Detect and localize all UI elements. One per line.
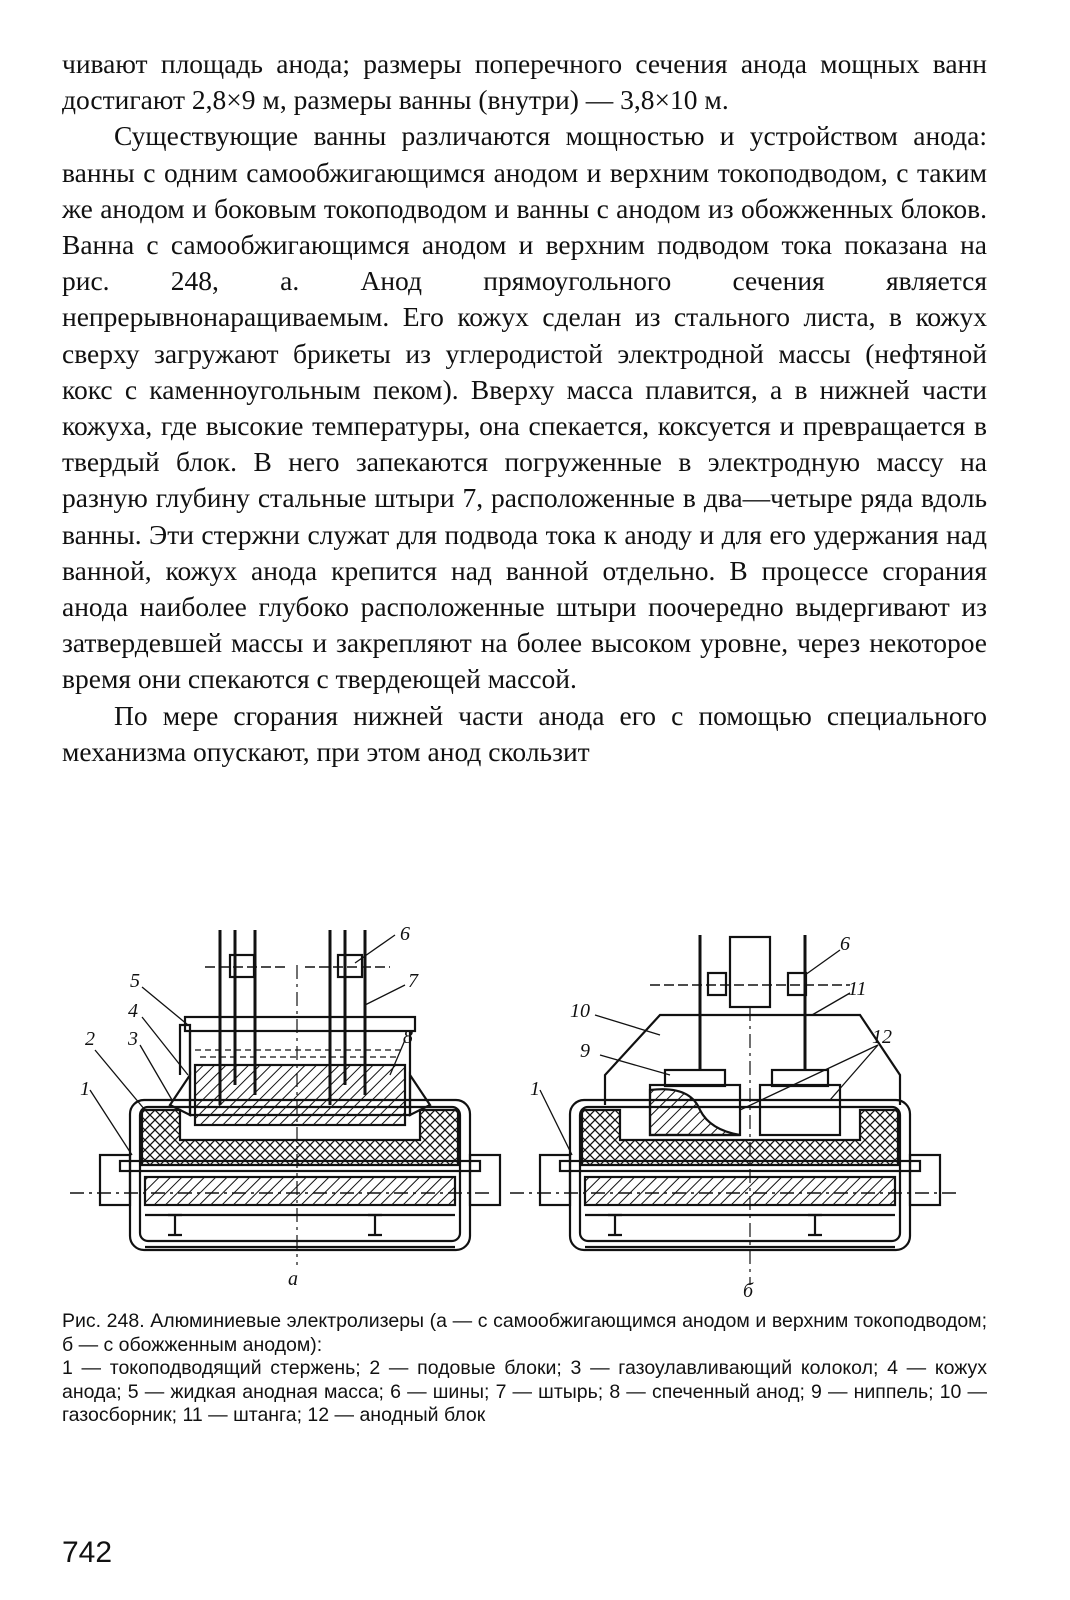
figure-248 [60,925,1010,1305]
label-a-4: 4 [128,1000,138,1022]
label-a-5: 5 [130,970,140,992]
paragraph-2: Существующие ванны различаются мощностью и устройством анода: ванны с одним самообжигающимся анодом и верхним токоподводом, с таким же анодом и боковым токоподводом и ванны с анодом из обожженных блоков. Ванна с самообжигающимся анодом и верхним подводом тока показана на рис. 248, а. Анод прямоугольного сечения является непрерывнонаращиваемым. Его кожух сделан из стального листа, в кожух сверху загружают брикеты из углеродистой электродной массы (нефтяной кокс с каменноугольным пеком). Вверху масса плавится, а в нижней части кожуха, где высокие температуры, она спекается, коксуется и превращается в твердый блок. В него запекаются погруженные в электродную массу на разную глубину стальные штыри 7, расположенные в два—четыре ряда вдоль ванны. Эти стержни служат для подвода тока к аноду и для его удержания над ванной, кожух анода крепится над ванной отдельно. В процессе сгорания анода наиболее глубоко расположенные штыри поочередно выдергивают из затвердевшей массы и закрепляют на более высоком уровне, через некоторое время они спекаются с твердеющей массой. [62,120,987,695]
electrolyzer-b [510,935,960,1285]
figure-caption [62,1310,987,1428]
label-a-3: 3 [128,1028,138,1050]
label-b-11: 11 [848,978,867,1000]
label-b-6: 6 [840,933,850,955]
paragraph-3: По мере сгорания нижней части анода его с помощью специального механизма опускают, при этом анод скользит [62,699,987,767]
caption-title: Рис. 248. Алюминиевые электролизеры (а — с самообжигающимся анодом и верхним токоподводом; б — с обожженным анодом): [62,1310,987,1356]
label-sub-a: а [288,1268,298,1290]
caption-legend: 1 — токоподводящий стержень; 2 — подовые блоки; 3 — газоулавливающий колокол; 4 — кожух анода; 5 — жидкая анодная масса; 6 — шины; 7 — штырь; 8 — спеченный анод; 9 — ниппель; 10 — газосборник; 11 — штанга; 12 — анодный блок [62,1357,987,1426]
label-a-7: 7 [408,970,418,992]
label-b-9: 9 [580,1040,590,1062]
label-b-10: 10 [570,1000,590,1022]
body-text [62,46,987,770]
electrolyzer-diagram [60,925,1010,1305]
label-a-1: 1 [80,1078,90,1100]
label-a-2: 2 [85,1028,95,1050]
label-b-12: 12 [872,1026,892,1048]
label-b-1: 1 [530,1078,540,1100]
label-a-8: 8 [403,1026,413,1048]
label-a-6: 6 [400,925,410,945]
paragraph-1: чивают площадь анода; размеры поперечного сечения анода мощных ванн достигают 2,8×9 м, размеры ванны (внутри) — 3,8×10 м. [62,48,987,116]
label-sub-b: б [743,1280,754,1302]
page-number: 742 [62,1536,113,1569]
